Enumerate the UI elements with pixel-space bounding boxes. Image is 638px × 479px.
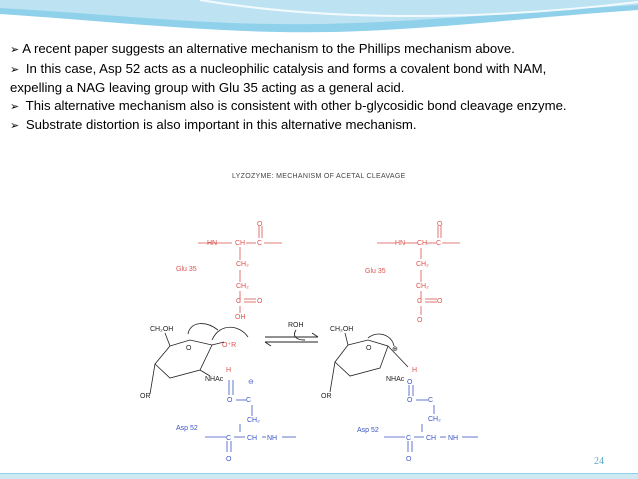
left-glu-o: O bbox=[257, 298, 263, 305]
left-asp-o-top: O bbox=[227, 397, 233, 404]
left-asp-nh: NH bbox=[267, 435, 278, 442]
footer-decoration bbox=[0, 473, 638, 479]
right-asp-ch: CH bbox=[426, 435, 437, 442]
left-oh-label: OH bbox=[235, 314, 246, 321]
right-ch2-b: CH₂ bbox=[416, 283, 429, 290]
left-asp-ch: CH bbox=[247, 435, 258, 442]
right-ch2oh: CH₂OH bbox=[330, 326, 354, 333]
left-asp-c2: C bbox=[226, 435, 232, 442]
left-glu35-label: Glu 35 bbox=[176, 266, 197, 273]
right-asp-o-bottom: O bbox=[406, 456, 412, 463]
right-asp-ch2: CH₂ bbox=[428, 416, 441, 423]
left-asp-ch2: CH₂ bbox=[247, 417, 260, 424]
right-sugar-ring bbox=[330, 333, 408, 392]
left-or-prime: O⁺R bbox=[222, 342, 237, 349]
left-o-label: O bbox=[257, 221, 263, 228]
left-c-label: C bbox=[257, 240, 263, 247]
right-glu-o: O bbox=[437, 298, 443, 305]
left-ch2-b: CH₂ bbox=[236, 283, 249, 290]
arrow-roh-label: ROH bbox=[288, 322, 304, 329]
right-o-label: O bbox=[437, 221, 443, 228]
left-ch2oh: CH₂OH bbox=[150, 326, 174, 333]
left-h-label: H bbox=[226, 367, 232, 374]
right-asp-o-top: O bbox=[407, 379, 413, 386]
left-or: OR bbox=[140, 393, 151, 400]
bullet-marker: ➢ bbox=[10, 100, 20, 113]
bullet-text: In this case, Asp 52 acts as a nucleophilic catalysis and forms a covalent bond with NAM, expelling a NAG leaving group with Glu 35 acting as a general acid. bbox=[10, 60, 547, 96]
right-nhac: NHAc bbox=[386, 376, 405, 383]
left-o-minus: ⊖ bbox=[248, 379, 254, 386]
right-asp-c: C bbox=[428, 397, 434, 404]
right-nh-label: HN bbox=[395, 240, 406, 247]
left-ch-label: CH bbox=[235, 240, 246, 247]
bullet-marker: ➢ bbox=[10, 120, 20, 133]
right-glu-o-bottom: O bbox=[417, 317, 423, 324]
right-asp-o: O bbox=[407, 397, 413, 404]
right-ring-o: O bbox=[366, 345, 372, 352]
bullet-text: This alternative mechanism also is consistent with other b-glycosidic bond cleavage enzyme. bbox=[22, 97, 567, 113]
right-asp52-label: Asp 52 bbox=[357, 427, 379, 434]
bullet-text: A recent paper suggests an alternative mechanism to the Phillips mechanism above. bbox=[22, 41, 515, 56]
right-ch-label: CH bbox=[417, 240, 428, 247]
bullet-text: Substrate distortion is also important in this alternative mechanism. bbox=[22, 117, 417, 133]
bullet-marker: ➢ bbox=[10, 63, 20, 76]
left-asp52-label: Asp 52 bbox=[176, 425, 198, 432]
right-ch2-a: CH₂ bbox=[416, 261, 429, 268]
right-h-label: H bbox=[412, 367, 418, 374]
right-asp-c2: C bbox=[406, 435, 412, 442]
reaction-arrows bbox=[265, 330, 318, 346]
left-ch2-a: CH₂ bbox=[236, 261, 249, 268]
figure-title: LYZOZYME: MECHANISM OF ACETAL CLEAVAGE bbox=[232, 173, 406, 180]
bullet-marker: ➢ bbox=[10, 44, 20, 56]
left-nhac: NHAc bbox=[205, 376, 224, 383]
right-asp-nh: NH bbox=[448, 435, 459, 442]
right-glu-c: C bbox=[417, 298, 423, 305]
right-c-label: C bbox=[436, 240, 442, 247]
right-or: OR bbox=[321, 393, 332, 400]
left-nh-label: HN bbox=[207, 240, 218, 247]
left-ring-o: O bbox=[186, 345, 192, 352]
page-number: 24 bbox=[594, 456, 604, 467]
left-glu-c: C bbox=[236, 298, 242, 305]
left-asp-c: C bbox=[246, 397, 252, 404]
right-glu35-label: Glu 35 bbox=[365, 268, 386, 275]
right-plus: ⊕ bbox=[392, 346, 398, 353]
left-asp-o-bottom: O bbox=[226, 456, 232, 463]
